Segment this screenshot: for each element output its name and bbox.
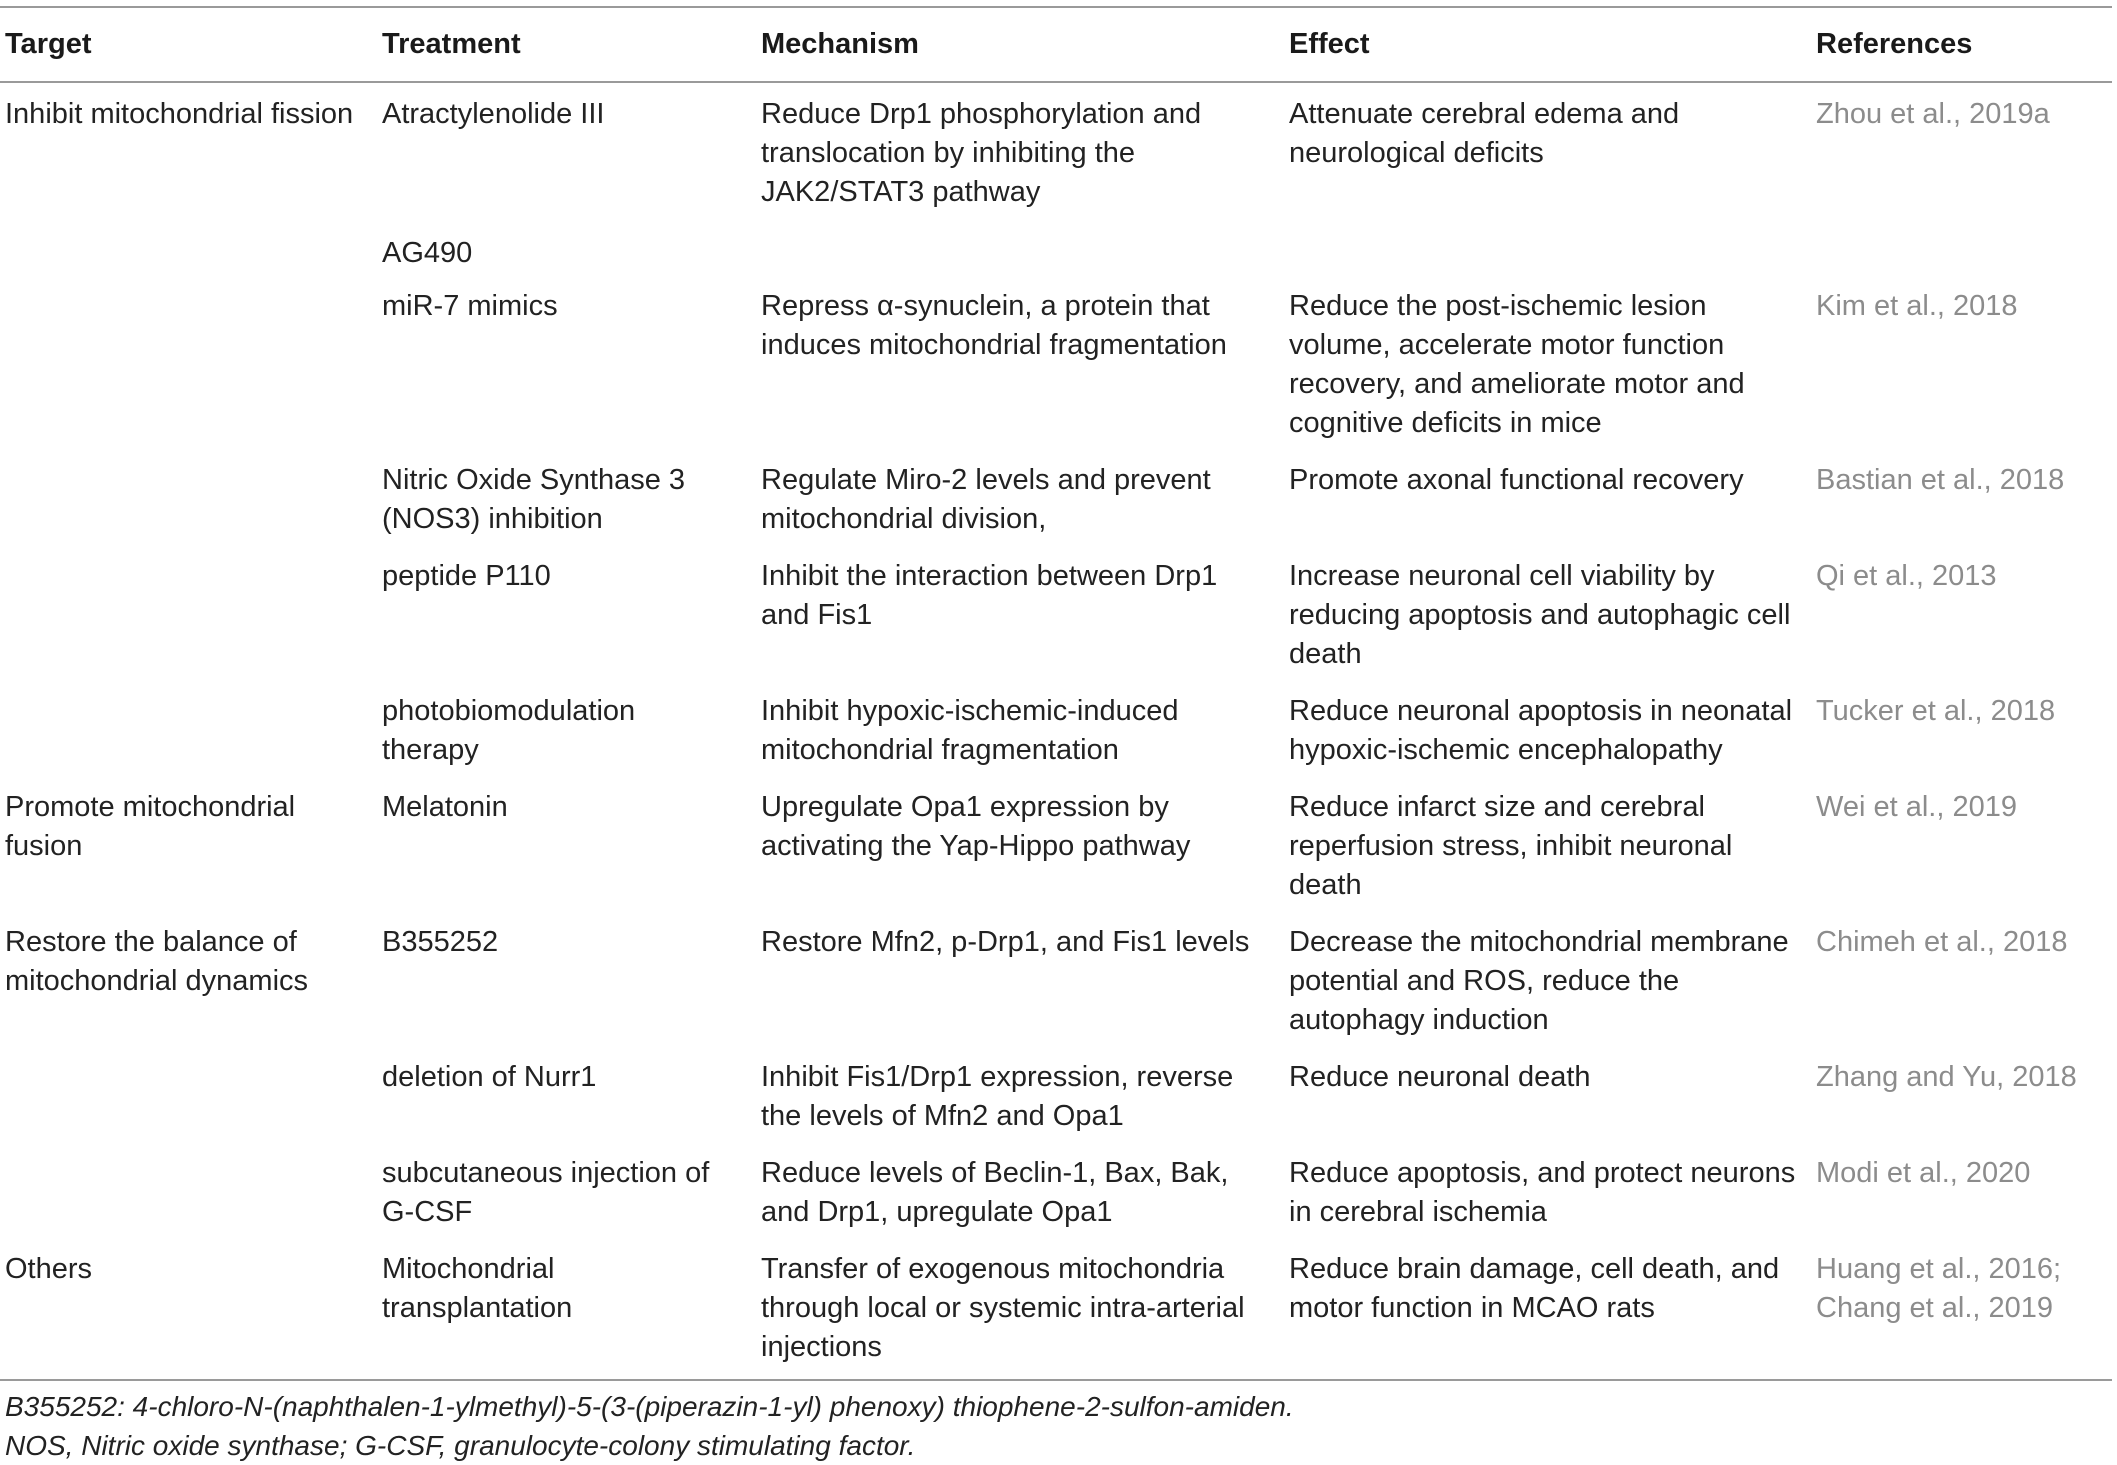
table-row xyxy=(0,1050,2112,1146)
cell-effect: Increase neuronal cell viability by reducing apoptosis and autophagic cell death xyxy=(1289,560,1791,670)
cell-target: Inhibit mitochondrial fission xyxy=(5,98,354,130)
cell-references: Chimeh et al., 2018 xyxy=(1816,926,2068,958)
cell-references: Kim et al., 2018 xyxy=(1816,290,2018,322)
cell-treatment: photobiomodulation therapy xyxy=(382,695,636,766)
cell-treatment: peptide P110 xyxy=(382,560,551,592)
table-body xyxy=(0,83,2112,1379)
header-effect: Effect xyxy=(1289,28,1370,60)
table-row xyxy=(0,780,2112,915)
table-header-row xyxy=(0,8,2112,81)
cell-references: Qi et al., 2013 xyxy=(1816,560,1997,592)
cell-mechanism: Regulate Miro-2 levels and prevent mitochondrial division, xyxy=(761,464,1211,535)
cell-target: Restore the balance of mitochondrial dynamics xyxy=(5,926,309,997)
header-treatment: Treatment xyxy=(382,28,521,60)
cell-effect: Reduce brain damage, cell death, and motor function in MCAO rats xyxy=(1289,1253,1780,1324)
cell-treatment: miR-7 mimics xyxy=(382,290,558,322)
cell-treatment: Melatonin xyxy=(382,791,508,823)
cell-effect: Reduce infarct size and cerebral reperfusion stress, inhibit neuronal death xyxy=(1289,791,1733,901)
cell-mechanism: Upregulate Opa1 expression by activating the Yap-Hippo pathway xyxy=(761,791,1191,862)
cell-effect: Reduce the post-ischemic lesion volume, accelerate motor function recovery, and ameliorate motor and cognitive deficits in mice xyxy=(1289,290,1745,439)
cell-effect: Decrease the mitochondrial membrane potential and ROS, reduce the autophagy induction xyxy=(1289,926,1789,1036)
header-references: References xyxy=(1816,28,1973,60)
table-row xyxy=(0,915,2112,1050)
cell-treatment: B355252 xyxy=(382,926,499,958)
cell-references: Bastian et al., 2018 xyxy=(1816,464,2065,496)
footnote-1: B355252: 4-chloro-N-(naphthalen-1-ylmethyl)-5-(3-(piperazin-1-yl) phenoxy) thiophene-2-sulfon-amiden. xyxy=(5,1391,1294,1422)
cell-references: Wei et al., 2019 xyxy=(1816,791,2017,823)
cell-references: Zhou et al., 2019a xyxy=(1816,98,2050,130)
cell-mechanism: Reduce levels of Beclin-1, Bax, Bak, and Drp1, upregulate Opa1 xyxy=(761,1157,1229,1228)
cell-references: Huang et al., 2016; Chang et al., 2019 xyxy=(1816,1253,2062,1324)
cell-mechanism: Inhibit the interaction between Drp1 and Fis1 xyxy=(761,560,1218,631)
table-bottom-rule xyxy=(0,1379,2112,1381)
footnote-2: NOS, Nitric oxide synthase; G-CSF, granulocyte-colony stimulating factor. xyxy=(5,1430,916,1461)
cell-effect: Reduce neuronal apoptosis in neonatal hypoxic-ischemic encephalopathy xyxy=(1289,695,1793,766)
cell-target: Others xyxy=(5,1253,93,1285)
table-footnotes xyxy=(5,1387,1294,1465)
cell-mechanism: Inhibit Fis1/Drp1 expression, reverse the levels of Mfn2 and Opa1 xyxy=(761,1061,1234,1132)
cell-mechanism: Inhibit hypoxic-ischemic-induced mitochondrial fragmentation xyxy=(761,695,1179,766)
cell-effect: Promote axonal functional recovery xyxy=(1289,464,1744,496)
cell-treatment: AG490 xyxy=(382,237,473,269)
cell-mechanism: Repress α-synuclein, a protein that induces mitochondrial fragmentation xyxy=(761,290,1227,361)
cell-references: Zhang and Yu, 2018 xyxy=(1816,1061,2077,1093)
cell-target: Promote mitochondrial fusion xyxy=(5,791,296,862)
table-row xyxy=(0,1242,2112,1379)
table-row xyxy=(0,549,2112,684)
cell-mechanism: Transfer of exogenous mitochondria through local or systemic intra-arterial injections xyxy=(761,1253,1245,1363)
cell-treatment: Atractylenolide III xyxy=(382,98,605,130)
cell-treatment: Nitric Oxide Synthase 3 (NOS3) inhibition xyxy=(382,464,686,535)
cell-treatment: Mitochondrial transplantation xyxy=(382,1253,573,1324)
table-row xyxy=(0,453,2112,549)
table-row xyxy=(0,279,2112,453)
table-row xyxy=(0,226,2112,279)
cell-references: Tucker et al., 2018 xyxy=(1816,695,2056,727)
cell-effect: Reduce neuronal death xyxy=(1289,1061,1591,1093)
cell-mechanism: Reduce Drp1 phosphorylation and translocation by inhibiting the JAK2/STAT3 pathway xyxy=(761,98,1202,208)
header-target: Target xyxy=(5,28,92,60)
cell-treatment: deletion of Nurr1 xyxy=(382,1061,597,1093)
table-row xyxy=(0,83,2112,226)
table-row xyxy=(0,684,2112,780)
cell-treatment: subcutaneous injection of G-CSF xyxy=(382,1157,710,1228)
data-table xyxy=(0,6,2112,1381)
header-mechanism: Mechanism xyxy=(761,28,919,60)
cell-references: Modi et al., 2020 xyxy=(1816,1157,2031,1189)
cell-mechanism: Restore Mfn2, p-Drp1, and Fis1 levels xyxy=(761,926,1250,958)
table-row xyxy=(0,1146,2112,1242)
cell-effect: Reduce apoptosis, and protect neurons in cerebral ischemia xyxy=(1289,1157,1796,1228)
cell-effect: Attenuate cerebral edema and neurological deficits xyxy=(1289,98,1680,169)
